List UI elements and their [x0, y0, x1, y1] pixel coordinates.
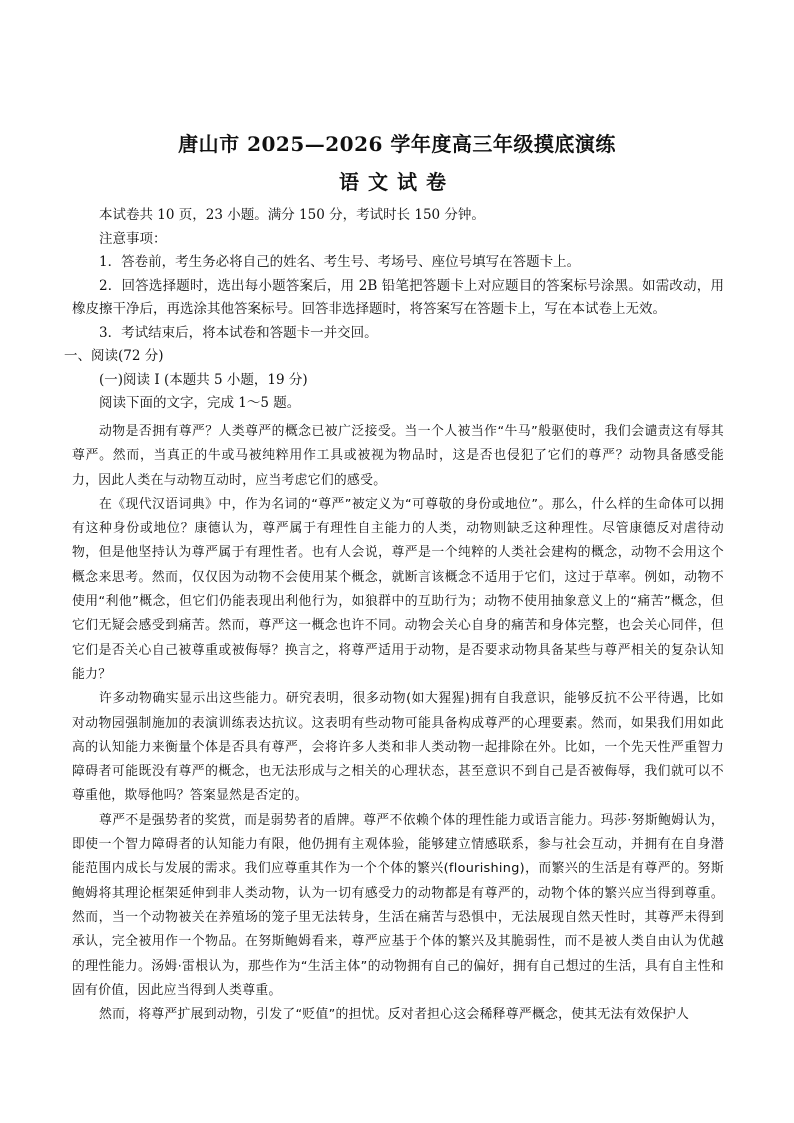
notice-label: 注意事项： [99, 230, 167, 247]
passage-paragraph: 许多动物确实显示出这些能力。研究表明，很多动物(如大猩猩)拥有自我意识，能够反抗不公平待遇，比如对动物园强制施加的表演训练表达抗议。这表明有些动物可能具备构成尊严的心理要素。然而，如果我们用如此高的认知能力来衡量个体是否具有尊严，会将许多人类和非人类动物一起排除在外。比如，一个先天性严重智力障碍者可能既没有尊严的概念，也无法形成与之相关的心理状态，甚至意识不到自己是否被侮辱，我们就可以不尊重他，欺辱他吗？答案显然是否定的。 [72, 691, 724, 804]
notice-item: 1．答卷前，考生务必将自己的姓名、考生号、考场号、座位号填写在答题卡上。 [99, 254, 581, 270]
passage-paragraph: 动物是否拥有尊严？人类尊严的概念已被广泛接受。当一个人被当作“牛马”般驱使时，我们会谴责这有辱其尊严。然而，当真正的牛或马被纯粹用作工具或被视为物品时，这是否也侵犯了它们的尊严？动物具备感受能力，因此人类在与动物互动时，应当考虑它们的感受。 [72, 424, 724, 488]
reading-directive: 阅读下面的文字，完成 1～5 题。 [99, 395, 301, 411]
notice-item: 2．回答选择题时，选出每小题答案后，用 2B 铅笔把答题卡上对应题目的答案标号涂黑。如需改动，用橡皮擦干净后，再选涂其他答案标号。回答非选择题时，将答案写在答题卡上，写在本试卷上无效。 [72, 277, 724, 317]
exam-summary: 本试卷共 10 页，23 小题。满分 150 分，考试时长 150 分钟。 [99, 207, 485, 223]
passage-paragraph: 然而，将尊严扩展到动物，引发了“贬值”的担忧。反对者担心这会稀释尊严概念，使其无法有效保护人 [99, 1007, 690, 1023]
section-heading: 一、阅读(72 分) [64, 348, 164, 364]
subsection-heading: (一)阅读 I (本题共 5 小题，19 分) [99, 371, 308, 388]
passage-paragraph: 在《现代汉语词典》中，作为名词的“尊严”被定义为“可尊敬的身份或地位”。那么，什么样的生命体可以拥有这种身份或地位？康德认为，尊严属于有理性自主能力的人类，动物则缺乏这种理性。尽管康德反对虐待动物，但是他坚持认为尊严属于有理性者。也有人会说，尊严是一个纯粹的人类社会建构的概念，动物不会用这个概念来思考。然而，仅仅因为动物不会使用某个概念，就断言该概念不适用于它们，这过于草率。例如，动物不使用“利他”概念，但它们仍能表现出利他行为，如狼群中的互助行为；动物不使用抽象意义上的“痛苦”概念，但它们无疑会感受到痛苦。然而，尊严这一概念也许不同。动物会关心自身的痛苦和身体完整，也会关心同伴，但它们是否关心自己被尊重或被侮辱？换言之，将尊严适用于动物，是否要求动物具备某些与尊严相关的复杂认知能力？ [72, 496, 724, 682]
instructions-block [64, 204, 724, 416]
passage-paragraph: 尊严不是强势者的奖赏，而是弱势者的盾牌。尊严不依赖个体的理性能力或语言能力。玛莎·努斯鲍姆认为，即使一个智力障碍者的认知能力有限，他仍拥有主观体验，能够建立情感联系，参与社会互动，并拥有在自身潜能范围内成长与发展的需求。我们应尊重其作为一个个体的繁兴(flourishing)，而繁兴的生活是有尊严的。努斯鲍姆将其理论框架延伸到非人类动物，认为一切有感受力的动物都是有尊严的，动物个体的繁兴应当得到尊重。然而，当一个动物被关在养殖场的笼子里无法转身，生活在痛苦与恐惧中，无法展现自然天性时，其尊严未得到承认，完全被用作一个物品。在努斯鲍姆看来，尊严应基于个体的繁兴及其脆弱性，而不是被人类自由认为优越的理性能力。汤姆·雷根认为，那些作为“生活主体”的动物拥有自己的偏好，拥有自己想过的生活，具有自主性和固有价值，因此应当得到人类尊重。 [72, 812, 724, 998]
exam-subject-title: 语文试卷 [339, 170, 455, 194]
notice-item: 3．考试结束后，将本试卷和答题卡一并交回。 [99, 324, 378, 341]
reading-passage [72, 420, 724, 1027]
exam-title: 唐山市 2025—2026 学年度高三年级摸底演练 [178, 132, 616, 156]
